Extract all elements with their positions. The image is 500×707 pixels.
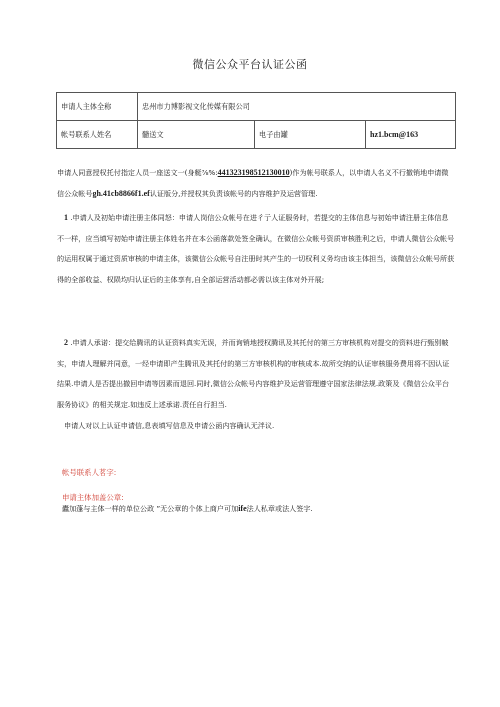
seal-note-b: ife bbox=[238, 504, 247, 513]
contact-id-number: 441323198512130010 bbox=[217, 168, 290, 177]
contact-name-value: 髓送文 bbox=[138, 121, 255, 149]
page-title: 微信公众平台认证公函 bbox=[192, 58, 308, 71]
intro-text-a: 申请人同意授权托付指定人员一座送文一(身艇⅞%: bbox=[57, 168, 218, 177]
intro-text-b: )作为帐号联系人，以申请人名义不行撤销地申请微信公众帐号 bbox=[57, 168, 449, 198]
contact-name-label: 帐号联系人姓名 bbox=[57, 121, 138, 149]
clause-1-number: 1 bbox=[64, 213, 68, 222]
clause-1-text: .申请人及初始申请注册主体同怒：申请人岗信公众帐号在进彳亍人证服务时，若提交的主体信息与初始申请注册主体信息不一样，应当填写初始申请注册主体姓名并在本公函落款处签全确认，在微信公众帐号资质审核胜利之后，申请人微信公众帐号的运用权属于通过资质审核的申请主体，该微信公众帐号自注册时其产生的一切权利义务均由该主体担当，该微信公众帐号所获得的全部收益、权陨均归认证后的主体享有,自全部运营活动都必需以该主体对外开展; bbox=[57, 213, 455, 284]
email-value: hz1.bcm@163 bbox=[366, 121, 456, 149]
seal-note-c: 法人私章或法人签字. bbox=[246, 504, 313, 513]
authorization-paragraph bbox=[57, 163, 455, 204]
seal-label: 申请主体加盖公章: bbox=[62, 493, 124, 502]
confirmation-paragraph bbox=[57, 416, 455, 437]
intro-text-c: 认证版分,并授权其负责该帐号的内容维护及运营管理. bbox=[149, 188, 318, 198]
clause-1 bbox=[57, 208, 455, 290]
clause-2 bbox=[57, 333, 455, 415]
email-label: 电子由罐 bbox=[255, 121, 366, 149]
account-id: gh.41cb8866f1.ef bbox=[92, 188, 150, 198]
table-row bbox=[57, 121, 456, 149]
confirmation-text: 申请人对以上认证申请信,息表填写信息及申请公函内容确认无泮议. bbox=[64, 421, 275, 430]
clause-2-number: 2 bbox=[64, 338, 68, 347]
applicant-name-label: 申请人主体全称 bbox=[57, 93, 138, 121]
clause-2-text: .申请人承诺：提交给腾讯的认证资料真实无误，并而询销地授权腾讯及其托付的第三方审核机构对提交的资料进行甄别帔实，申请人理解并同意，一经申请即产生腾讯及其托付的第三方审核机构的审核成本.故所交纳的认证审核服务费用将不因认证结果.申请人是否提出撤回申请等因素而退回.同时,微信公众帐号内容维护及运营管理遵守国家法律法规.政策及《微信公众平台服务协议》的相关规定.如违反上述承诺.责任自行担当. bbox=[57, 338, 450, 409]
applicant-info-table bbox=[56, 92, 456, 149]
seal-note bbox=[62, 504, 313, 514]
contact-signature-label: 帐号联系人茗字: bbox=[62, 468, 117, 477]
seal-note-a: 蠹加蓬与主体一样的单位公政 ”无公章的个体上商户可加 bbox=[62, 504, 239, 513]
applicant-name-value: 忠州市力博影视文化传媒有限公司 bbox=[138, 93, 456, 121]
table-row bbox=[57, 93, 456, 121]
